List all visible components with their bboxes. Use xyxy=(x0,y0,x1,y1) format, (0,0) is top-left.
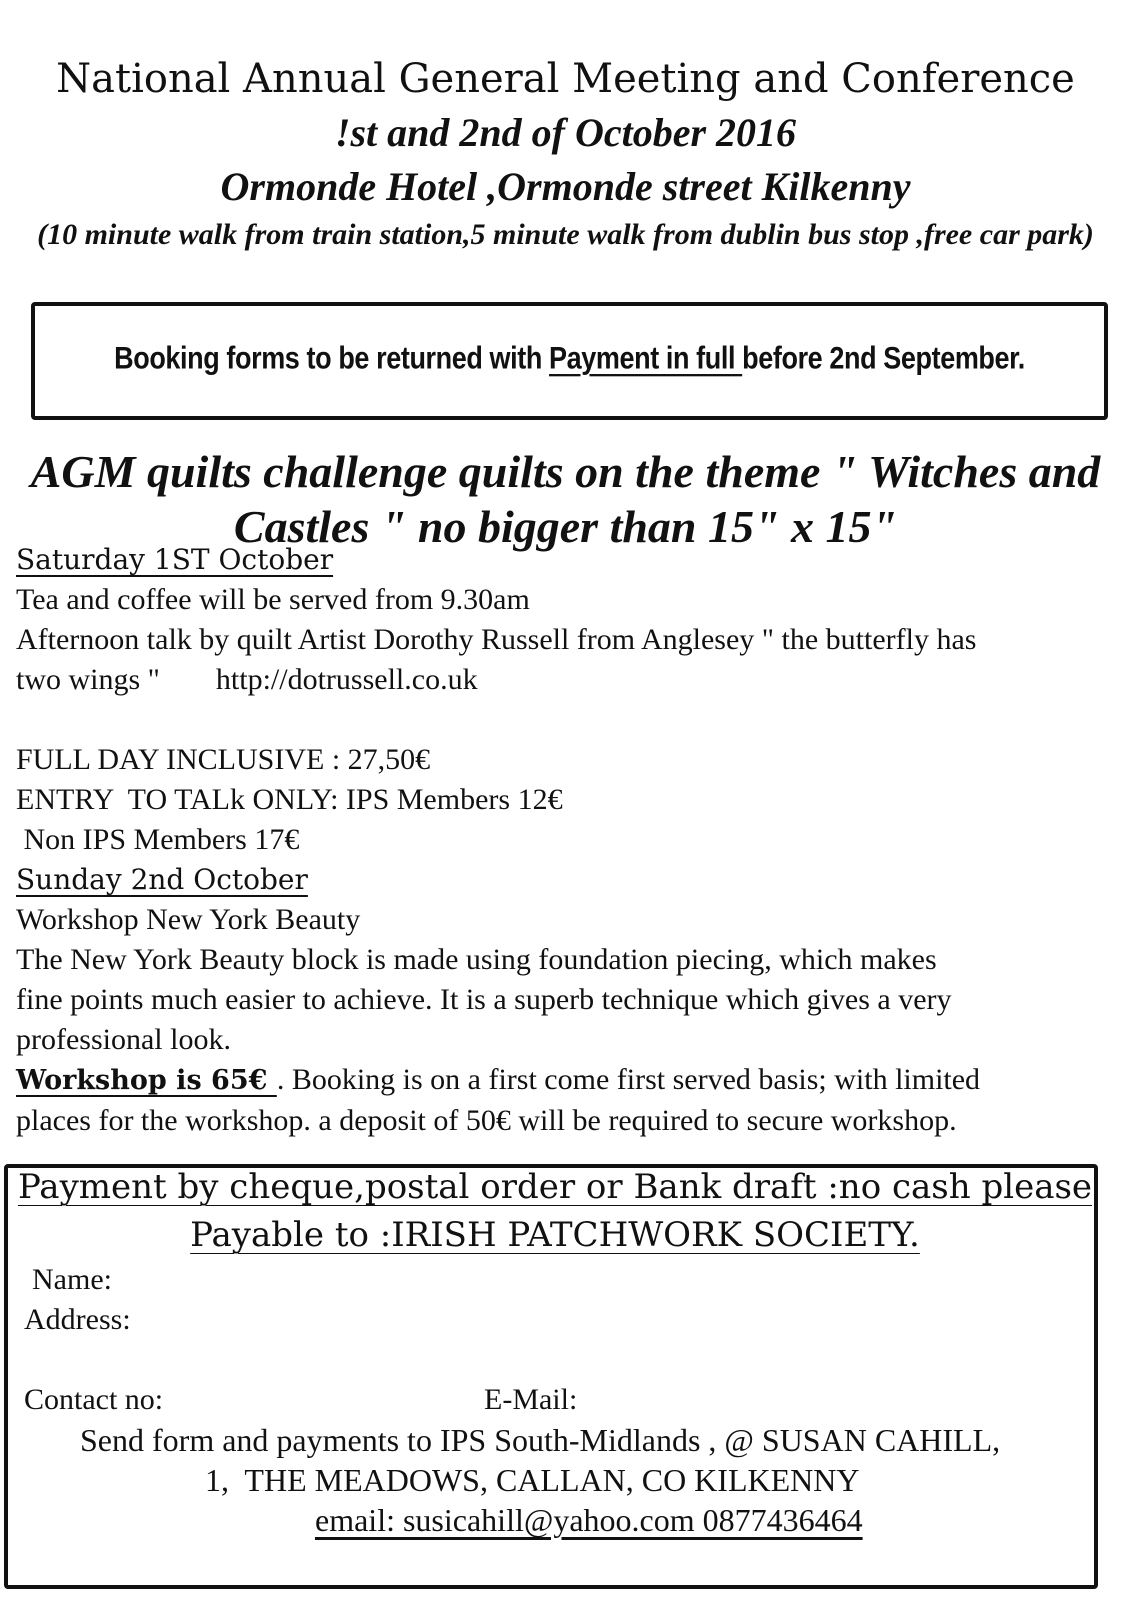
email-field-label: E-Mail: xyxy=(484,1383,578,1416)
booking-text-before: Booking forms to be returned with xyxy=(114,340,550,376)
saturday-section xyxy=(16,540,1116,860)
tea-coffee-text: Tea and coffee will be served from 9.30am xyxy=(16,583,530,616)
name-field-label: Name: xyxy=(32,1263,112,1296)
organiser-contact xyxy=(315,1500,863,1540)
talk-text-line2: two wings " xyxy=(16,663,160,696)
payment-methods xyxy=(8,1164,1102,1210)
send-form-line: Send form and payments to IPS South-Midlands , @ SUSAN CAHILL, xyxy=(80,1422,1001,1458)
organiser-email-phone[interactable]: email: susicahill@yahoo.com 0877436464 xyxy=(315,1502,863,1538)
sunday-heading: Sunday 2nd October xyxy=(16,863,308,896)
booking-payment-in-full: Payment in full xyxy=(549,340,743,376)
page-title: National Annual General Meeting and Conference xyxy=(56,56,1075,102)
talk-only-price: ENTRY TO TALk ONLY: IPS Members 12€ xyxy=(16,783,563,816)
booking-notice-box xyxy=(31,302,1108,420)
workshop-deposit-note: places for the workshop. a deposit of 50€ will be required to secure workshop. xyxy=(16,1104,957,1137)
mailing-address: 1, THE MEADOWS, CALLAN, CO KILKENNY xyxy=(205,1462,860,1498)
workshop-desc-line3: professional look. xyxy=(16,1023,231,1056)
payment-form-box xyxy=(4,1164,1098,1589)
event-dates: !st and 2nd of October 2016 xyxy=(334,110,797,155)
workshop-price: Workshop is 65€ xyxy=(16,1065,277,1096)
workshop-desc-line2: fine points much easier to achieve. It is a superb technique which gives a very xyxy=(16,983,952,1016)
contact-field-label: Contact no: xyxy=(24,1383,164,1416)
quilt-challenge-heading: AGM quilts challenge quilts on the theme " Witches and Castles " no bigger than 15" x 15" xyxy=(30,446,1101,552)
full-day-price: FULL DAY INCLUSIVE : 27,50€ xyxy=(16,743,431,776)
talk-text-line1: Afternoon talk by quilt Artist Dorothy Russell from Anglesey " the butterfly has xyxy=(16,623,977,656)
payable-to xyxy=(8,1212,1102,1258)
booking-text-after: before 2nd September. xyxy=(742,340,1025,376)
payable-to-text: Payable to :IRISH PATCHWORK SOCIETY. xyxy=(190,1215,920,1255)
event-venue: Ormonde Hotel ,Ormonde street Kilkenny xyxy=(220,164,911,209)
non-member-price: Non IPS Members 17€ xyxy=(16,823,300,856)
artist-website-link[interactable]: http://dotrussell.co.uk xyxy=(215,663,478,696)
venue-directions: (10 minute walk from train station,5 minute walk from dublin bus stop ,free car park) xyxy=(37,218,1094,251)
workshop-title: Workshop New York Beauty xyxy=(16,903,361,936)
booking-notice xyxy=(35,341,1104,377)
workshop-desc-line1: The New York Beauty block is made using foundation piecing, which makes xyxy=(16,943,937,976)
payment-methods-text: Payment by cheque,postal order or Bank draft :no cash please xyxy=(17,1167,1093,1207)
address-field-label: Address: xyxy=(24,1303,131,1336)
sunday-section xyxy=(16,860,1116,1141)
saturday-heading: Saturday 1ST October xyxy=(16,543,334,576)
workshop-booking-note: . Booking is on a first come first served basis; with limited xyxy=(276,1063,981,1096)
